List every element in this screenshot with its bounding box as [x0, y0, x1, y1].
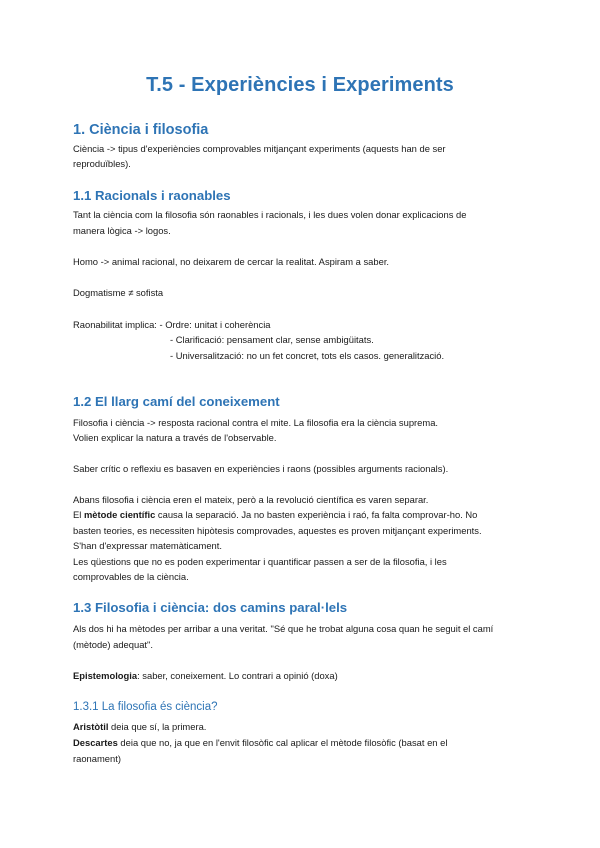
section-1-3-p1-line-1: Als dos hi ha mètodes per arribar a una veritat. "Sé que he trobat alguna cosa quan he seguit el camí	[73, 623, 494, 634]
section-1-3-1-p1	[73, 720, 206, 733]
section-1-1-p1-line-1: Tant la ciència com la filosofia són raonables i racionals, i les dues volen donar explicacions de	[73, 209, 467, 220]
section-1-2-p1-line-2: Volien explicar la natura a través de l'observable.	[73, 432, 277, 443]
bold-term-aristotil: Aristòtil	[73, 721, 109, 732]
text-fragment: : saber, coneixement. Lo contrari a opinió (doxa)	[137, 670, 338, 681]
text-fragment: El	[73, 509, 84, 520]
section-1-3-1-heading: 1.3.1 La filosofia és ciència?	[73, 701, 218, 713]
section-1-3-p2	[73, 669, 338, 682]
bold-term-epistemologia: Epistemologia	[73, 670, 138, 681]
section-1-2-p3-line-3: basten teories, es necessiten hipòtesis comprovades, aquestes es proven mitjançant experiments.	[73, 525, 482, 536]
bold-term-metode-cientific: mètode científic	[83, 509, 156, 520]
section-1-3-1-p2-line-1	[73, 736, 447, 749]
section-1-2-p3-line-2	[73, 508, 477, 521]
section-1-heading: 1. Ciència i filosofia	[73, 122, 209, 138]
section-1-3-heading: 1.3 Filosofia i ciència: dos camins paral·lels	[73, 600, 348, 615]
text-fragment: deia que no, ja que en l'envit filosòfic cal aplicar el mètode filosòfic (basat en el	[117, 737, 448, 748]
section-1-2-p3-line-6: comprovables de la ciència.	[73, 571, 189, 582]
section-1-2-p3-line-5: Les qüestions que no es poden experimentar i quantificar passen a ser de la filosofia, i les	[73, 556, 447, 567]
section-1-1-p4-line-2: - Clarificació: pensament clar, sense ambigüitats.	[170, 334, 374, 345]
section-1-1-p3: Dogmatisme ≠ sofista	[73, 287, 164, 298]
section-1-1-p4-line-3: - Universalització: no un fet concret, tots els casos. generalització.	[170, 350, 445, 361]
section-1-3-1-p2-line-2: raonament)	[73, 753, 121, 764]
section-1-2-p3-line-1: Abans filosofia i ciència eren el mateix, però a la revolució científica es varen separar.	[73, 494, 429, 505]
section-1-2-p3-line-4: S'han d'expressar matemàticament.	[73, 540, 222, 551]
section-1-2-p1-line-1: Filosofia i ciència -> resposta racional contra el mite. La filosofia era la ciència suprema.	[73, 417, 439, 428]
text-fragment: deia que sí, la primera.	[108, 721, 207, 732]
section-1-1-p2: Homo -> animal racional, no deixarem de cercar la realitat. Aspiram a saber.	[73, 256, 390, 267]
bold-term-descartes: Descartes	[73, 737, 118, 748]
section-1-2-heading: 1.2 El llarg camí del coneixement	[73, 394, 280, 409]
section-1-3-p1-line-2: (mètode) adequat".	[73, 639, 153, 650]
section-1-1-p1-line-2: manera lògica -> logos.	[73, 225, 171, 236]
page-title: T.5 - Experiències i Experiments	[146, 74, 454, 96]
section-1-text-line-1: Ciència -> tipus d'experiències comprovables mitjançant experiments (aquests han de ser	[73, 143, 446, 154]
section-1-text-line-2: reproduïbles).	[73, 158, 131, 169]
text-fragment: causa la separació. Ja no basten experiència i raó, fa falta comprovar-ho. No	[155, 509, 478, 520]
section-1-2-p2: Saber crític o reflexiu es basaven en experiències i raons (possibles arguments racionals).	[73, 463, 449, 474]
section-1-1-p4-line-1: Raonabilitat implica: - Ordre: unitat i coherència	[73, 319, 271, 330]
section-1-1-heading: 1.1 Racionals i raonables	[73, 188, 231, 203]
